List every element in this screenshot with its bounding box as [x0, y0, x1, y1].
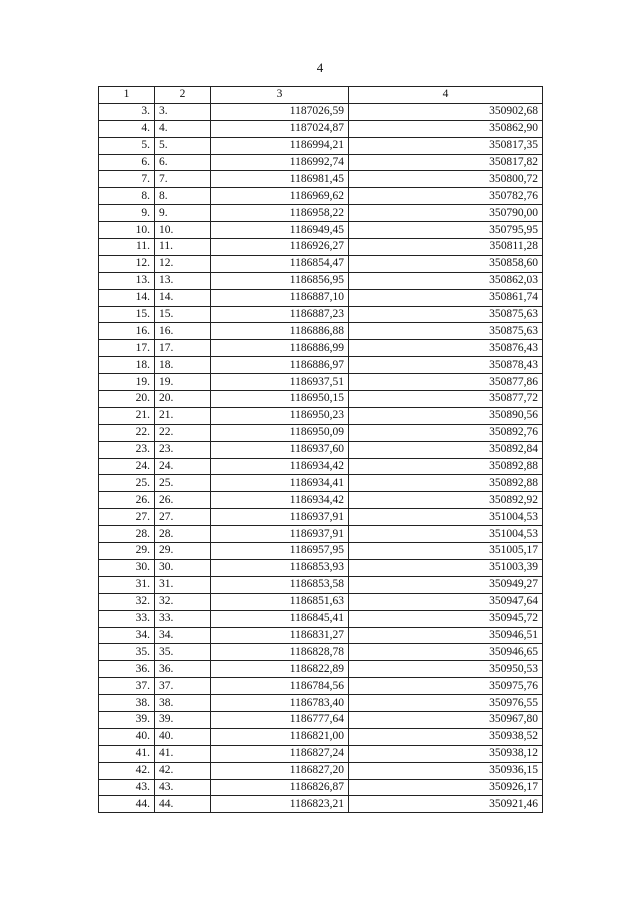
row-number-cell: 39. [99, 711, 155, 728]
x-coordinate-cell: 1186934,41 [211, 475, 349, 492]
point-number-cell: 17. [155, 340, 211, 357]
table-row [99, 374, 543, 391]
y-coordinate-cell: 350858,60 [349, 255, 543, 272]
table-row [99, 357, 543, 374]
x-coordinate-cell: 1186958,22 [211, 205, 349, 222]
x-coordinate-cell: 1186886,99 [211, 340, 349, 357]
row-number-cell: 18. [99, 357, 155, 374]
point-number-cell: 28. [155, 526, 211, 543]
table-row [99, 576, 543, 593]
x-coordinate-cell: 1186937,91 [211, 526, 349, 543]
table-row [99, 323, 543, 340]
y-coordinate-cell: 350875,63 [349, 306, 543, 323]
table-row [99, 762, 543, 779]
point-number-cell: 22. [155, 424, 211, 441]
point-number-cell: 16. [155, 323, 211, 340]
point-number-cell: 8. [155, 188, 211, 205]
table-row [99, 239, 543, 256]
table-row [99, 475, 543, 492]
table-row [99, 458, 543, 475]
y-coordinate-cell: 350946,65 [349, 644, 543, 661]
coordinates-table [98, 86, 543, 813]
row-number-cell: 14. [99, 289, 155, 306]
point-number-cell: 38. [155, 695, 211, 712]
point-number-cell: 11. [155, 239, 211, 256]
y-coordinate-cell: 350878,43 [349, 357, 543, 374]
point-number-cell: 24. [155, 458, 211, 475]
point-number-cell: 25. [155, 475, 211, 492]
point-number-cell: 44. [155, 796, 211, 813]
point-number-cell: 18. [155, 357, 211, 374]
x-coordinate-cell: 1186831,27 [211, 627, 349, 644]
row-number-cell: 12. [99, 255, 155, 272]
row-number-cell: 37. [99, 678, 155, 695]
x-coordinate-cell: 1186853,58 [211, 576, 349, 593]
x-coordinate-cell: 1186934,42 [211, 492, 349, 509]
row-number-cell: 9. [99, 205, 155, 222]
point-number-cell: 29. [155, 543, 211, 560]
table-row [99, 272, 543, 289]
row-number-cell: 17. [99, 340, 155, 357]
row-number-cell: 22. [99, 424, 155, 441]
row-number-cell: 43. [99, 779, 155, 796]
x-coordinate-cell: 1186969,62 [211, 188, 349, 205]
row-number-cell: 35. [99, 644, 155, 661]
x-coordinate-cell: 1186950,09 [211, 424, 349, 441]
y-coordinate-cell: 350892,88 [349, 458, 543, 475]
table-row [99, 745, 543, 762]
table-row [99, 255, 543, 272]
y-coordinate-cell: 351003,39 [349, 559, 543, 576]
x-coordinate-cell: 1186926,27 [211, 239, 349, 256]
y-coordinate-cell: 350875,63 [349, 323, 543, 340]
table-row [99, 391, 543, 408]
x-coordinate-cell: 1187024,87 [211, 120, 349, 137]
y-coordinate-cell: 350877,86 [349, 374, 543, 391]
table-row [99, 222, 543, 239]
row-number-cell: 40. [99, 728, 155, 745]
table-row [99, 120, 543, 137]
x-coordinate-cell: 1186823,21 [211, 796, 349, 813]
y-coordinate-cell: 350902,68 [349, 103, 543, 120]
row-number-cell: 27. [99, 509, 155, 526]
point-number-cell: 23. [155, 441, 211, 458]
row-number-cell: 38. [99, 695, 155, 712]
x-coordinate-cell: 1186937,91 [211, 509, 349, 526]
row-number-cell: 6. [99, 154, 155, 171]
point-number-cell: 42. [155, 762, 211, 779]
y-coordinate-cell: 350946,51 [349, 627, 543, 644]
x-coordinate-cell: 1186827,24 [211, 745, 349, 762]
x-coordinate-cell: 1186886,88 [211, 323, 349, 340]
point-number-cell: 9. [155, 205, 211, 222]
table-row [99, 695, 543, 712]
x-coordinate-cell: 1186950,15 [211, 391, 349, 408]
header-row [99, 87, 543, 104]
row-number-cell: 10. [99, 222, 155, 239]
point-number-cell: 30. [155, 559, 211, 576]
x-coordinate-cell: 1186887,23 [211, 306, 349, 323]
x-coordinate-cell: 1186777,64 [211, 711, 349, 728]
table-row [99, 188, 543, 205]
y-coordinate-cell: 350892,92 [349, 492, 543, 509]
table-row [99, 644, 543, 661]
table-row [99, 205, 543, 222]
y-coordinate-cell: 351005,17 [349, 543, 543, 560]
x-coordinate-cell: 1186821,00 [211, 728, 349, 745]
y-coordinate-cell: 350862,03 [349, 272, 543, 289]
row-number-cell: 36. [99, 661, 155, 678]
table-row [99, 103, 543, 120]
table-row [99, 796, 543, 813]
point-number-cell: 12. [155, 255, 211, 272]
row-number-cell: 13. [99, 272, 155, 289]
row-number-cell: 11. [99, 239, 155, 256]
row-number-cell: 32. [99, 593, 155, 610]
x-coordinate-cell: 1186783,40 [211, 695, 349, 712]
x-coordinate-cell: 1186827,20 [211, 762, 349, 779]
table-row [99, 137, 543, 154]
y-coordinate-cell: 350975,76 [349, 678, 543, 695]
table-row [99, 779, 543, 796]
point-number-cell: 3. [155, 103, 211, 120]
x-coordinate-cell: 1186828,78 [211, 644, 349, 661]
y-coordinate-cell: 350950,53 [349, 661, 543, 678]
table-row [99, 711, 543, 728]
table-row [99, 441, 543, 458]
row-number-cell: 26. [99, 492, 155, 509]
point-number-cell: 33. [155, 610, 211, 627]
table-row [99, 559, 543, 576]
point-number-cell: 6. [155, 154, 211, 171]
table-row [99, 509, 543, 526]
x-coordinate-cell: 1186784,56 [211, 678, 349, 695]
row-number-cell: 42. [99, 762, 155, 779]
table-row [99, 678, 543, 695]
x-coordinate-cell: 1186826,87 [211, 779, 349, 796]
table-row [99, 610, 543, 627]
point-number-cell: 32. [155, 593, 211, 610]
y-coordinate-cell: 351004,53 [349, 509, 543, 526]
y-coordinate-cell: 350921,46 [349, 796, 543, 813]
y-coordinate-cell: 350892,88 [349, 475, 543, 492]
y-coordinate-cell: 350817,35 [349, 137, 543, 154]
y-coordinate-cell: 350892,84 [349, 441, 543, 458]
row-number-cell: 8. [99, 188, 155, 205]
table-row [99, 171, 543, 188]
point-number-cell: 26. [155, 492, 211, 509]
table-row [99, 627, 543, 644]
table-row [99, 661, 543, 678]
x-coordinate-cell: 1186851,63 [211, 593, 349, 610]
table-row [99, 340, 543, 357]
point-number-cell: 7. [155, 171, 211, 188]
y-coordinate-cell: 350938,12 [349, 745, 543, 762]
point-number-cell: 41. [155, 745, 211, 762]
table-body [99, 103, 543, 812]
row-number-cell: 3. [99, 103, 155, 120]
x-coordinate-cell: 1187026,59 [211, 103, 349, 120]
row-number-cell: 4. [99, 120, 155, 137]
y-coordinate-cell: 350947,64 [349, 593, 543, 610]
table-row [99, 424, 543, 441]
row-number-cell: 7. [99, 171, 155, 188]
point-number-cell: 40. [155, 728, 211, 745]
x-coordinate-cell: 1186886,97 [211, 357, 349, 374]
y-coordinate-cell: 350795,95 [349, 222, 543, 239]
table-row [99, 593, 543, 610]
point-number-cell: 20. [155, 391, 211, 408]
point-number-cell: 21. [155, 407, 211, 424]
column-header-2: 2 [155, 87, 211, 104]
row-number-cell: 34. [99, 627, 155, 644]
y-coordinate-cell: 350782,76 [349, 188, 543, 205]
row-number-cell: 44. [99, 796, 155, 813]
y-coordinate-cell: 350936,15 [349, 762, 543, 779]
x-coordinate-cell: 1186887,10 [211, 289, 349, 306]
point-number-cell: 13. [155, 272, 211, 289]
x-coordinate-cell: 1186994,21 [211, 137, 349, 154]
y-coordinate-cell: 350949,27 [349, 576, 543, 593]
x-coordinate-cell: 1186937,60 [211, 441, 349, 458]
x-coordinate-cell: 1186992,74 [211, 154, 349, 171]
y-coordinate-cell: 350890,56 [349, 407, 543, 424]
y-coordinate-cell: 350862,90 [349, 120, 543, 137]
y-coordinate-cell: 350800,72 [349, 171, 543, 188]
point-number-cell: 43. [155, 779, 211, 796]
x-coordinate-cell: 1186950,23 [211, 407, 349, 424]
table-row [99, 543, 543, 560]
point-number-cell: 4. [155, 120, 211, 137]
y-coordinate-cell: 350861,74 [349, 289, 543, 306]
row-number-cell: 30. [99, 559, 155, 576]
y-coordinate-cell: 350876,43 [349, 340, 543, 357]
column-header-1: 1 [99, 87, 155, 104]
y-coordinate-cell: 350967,80 [349, 711, 543, 728]
table-row [99, 306, 543, 323]
x-coordinate-cell: 1186934,42 [211, 458, 349, 475]
table-row [99, 289, 543, 306]
point-number-cell: 5. [155, 137, 211, 154]
row-number-cell: 28. [99, 526, 155, 543]
x-coordinate-cell: 1186854,47 [211, 255, 349, 272]
point-number-cell: 10. [155, 222, 211, 239]
x-coordinate-cell: 1186853,93 [211, 559, 349, 576]
row-number-cell: 25. [99, 475, 155, 492]
table-row [99, 526, 543, 543]
row-number-cell: 33. [99, 610, 155, 627]
page-number: 4 [316, 60, 324, 75]
row-number-cell: 15. [99, 306, 155, 323]
table-row [99, 492, 543, 509]
row-number-cell: 5. [99, 137, 155, 154]
y-coordinate-cell: 350945,72 [349, 610, 543, 627]
point-number-cell: 15. [155, 306, 211, 323]
row-number-cell: 20. [99, 391, 155, 408]
x-coordinate-cell: 1186845,41 [211, 610, 349, 627]
row-number-cell: 31. [99, 576, 155, 593]
x-coordinate-cell: 1186981,45 [211, 171, 349, 188]
y-coordinate-cell: 350817,82 [349, 154, 543, 171]
point-number-cell: 19. [155, 374, 211, 391]
y-coordinate-cell: 350790,00 [349, 205, 543, 222]
point-number-cell: 27. [155, 509, 211, 526]
point-number-cell: 34. [155, 627, 211, 644]
point-number-cell: 31. [155, 576, 211, 593]
point-number-cell: 37. [155, 678, 211, 695]
row-number-cell: 24. [99, 458, 155, 475]
column-header-3: 3 [211, 87, 349, 104]
row-number-cell: 21. [99, 407, 155, 424]
y-coordinate-cell: 350938,52 [349, 728, 543, 745]
point-number-cell: 14. [155, 289, 211, 306]
y-coordinate-cell: 350811,28 [349, 239, 543, 256]
table-row [99, 407, 543, 424]
row-number-cell: 29. [99, 543, 155, 560]
table-row [99, 728, 543, 745]
y-coordinate-cell: 350926,17 [349, 779, 543, 796]
x-coordinate-cell: 1186957,95 [211, 543, 349, 560]
row-number-cell: 19. [99, 374, 155, 391]
y-coordinate-cell: 351004,53 [349, 526, 543, 543]
column-header-4: 4 [349, 87, 543, 104]
row-number-cell: 16. [99, 323, 155, 340]
point-number-cell: 39. [155, 711, 211, 728]
point-number-cell: 36. [155, 661, 211, 678]
x-coordinate-cell: 1186937,51 [211, 374, 349, 391]
row-number-cell: 41. [99, 745, 155, 762]
y-coordinate-cell: 350877,72 [349, 391, 543, 408]
x-coordinate-cell: 1186822,89 [211, 661, 349, 678]
row-number-cell: 23. [99, 441, 155, 458]
x-coordinate-cell: 1186856,95 [211, 272, 349, 289]
y-coordinate-cell: 350976,55 [349, 695, 543, 712]
point-number-cell: 35. [155, 644, 211, 661]
y-coordinate-cell: 350892,76 [349, 424, 543, 441]
table-row [99, 154, 543, 171]
x-coordinate-cell: 1186949,45 [211, 222, 349, 239]
